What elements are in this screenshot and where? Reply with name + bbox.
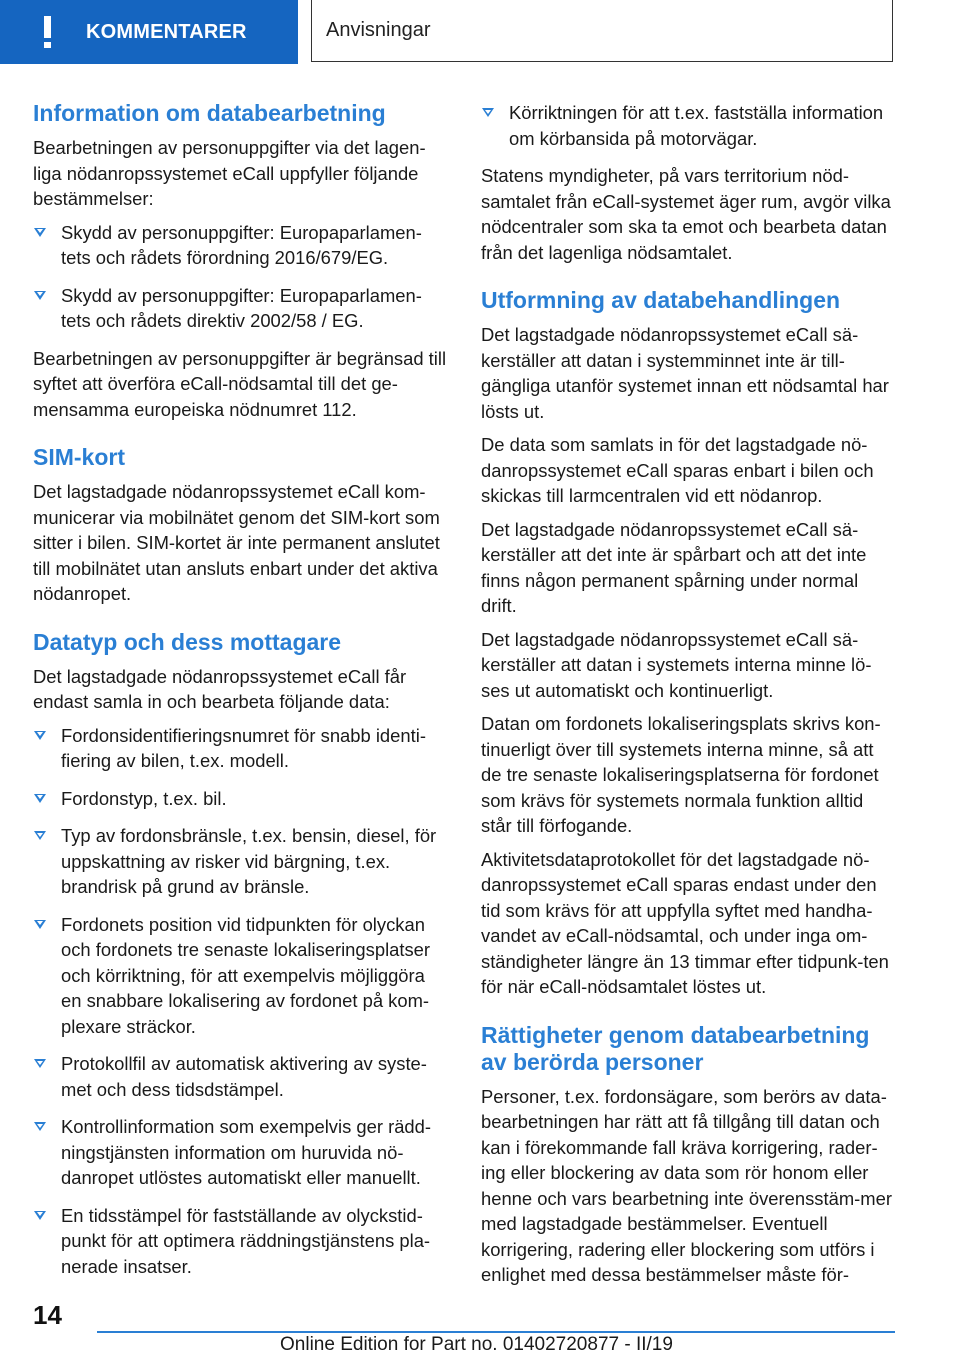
triangle-bullet-icon xyxy=(34,291,46,300)
triangle-bullet-icon xyxy=(34,1211,46,1220)
paragraph: De data som samlats in för det lagstadgade nö-danropssystemet eCall sparas enbart i bilen och skickas till larmcentralen vid ett nödanrop. xyxy=(481,434,874,506)
triangle-bullet-icon xyxy=(34,1059,46,1068)
page-header xyxy=(0,0,960,66)
tab-label: KOMMENTARER xyxy=(86,20,247,43)
list-item: Typ av fordonsbränsle, t.ex. bensin, diesel, för uppskattning av risker vid bärgning, t.ex. brandrisk på grund av bränsle. xyxy=(33,823,448,900)
paragraph: Det lagstadgade nödanropssystemet eCall får endast samla in och bearbeta följande data: xyxy=(33,665,407,712)
paragraph: Datan om fordonets lokaliseringsplats skrivs kon-tinuerligt över till systemets interna minne, så att de tre senaste lokaliseringsplatserna för fordonet som krävs för systemets normala funktion alltid står till förfogande. xyxy=(481,713,881,836)
footer-edition-text: Online Edition for Part no. 01402720877 - II/19 xyxy=(280,1334,673,1355)
triangle-bullet-icon xyxy=(34,731,46,740)
comments-tab xyxy=(0,0,298,64)
list-item: Skydd av personuppgifter: Europaparlamen-tets och rådets direktiv 2002/58 / EG. xyxy=(33,283,448,334)
footer-divider xyxy=(97,1331,895,1333)
page-number: 14 xyxy=(33,1300,62,1330)
left-column xyxy=(33,100,448,1291)
paragraph: Bearbetningen av personuppgifter är begränsad till syftet att överföra eCall-nödsamtal till det ge-mensamma europeiska nödnumret 112. xyxy=(33,347,447,420)
heading-data-processing-design: Utformning av databehandlingen xyxy=(481,287,841,313)
bullet-list xyxy=(33,723,448,1280)
triangle-bullet-icon xyxy=(34,1122,46,1131)
exclamation-icon xyxy=(38,16,56,48)
paragraph: Aktivitetsdataprotokollet för det lagstadgade nö-danropssystemet eCall sparas endast under den tid som krävs för att uppfylla syftet med handha-vandet av eCall-nödsamtal, och under inga om-ständigheter längre än 13 timmar efter tidpunk-ten för när eCall-nödsamtalet löstes ut. xyxy=(481,848,889,997)
triangle-bullet-icon xyxy=(482,108,494,117)
heading-rights: Rättigheter genom databearbetning av berörda personer xyxy=(481,1021,870,1075)
list-item: Fordonsidentifieringsnumret för snabb identi-fiering av bilen, t.ex. modell. xyxy=(33,723,448,774)
list-item: Fordonstyp, t.ex. bil. xyxy=(33,786,448,812)
triangle-bullet-icon xyxy=(34,831,46,840)
paragraph: Det lagstadgade nödanropssystemet eCall sä-kerställer att datan i systemminnet inte är till-gängliga utanför systemet innan ett nödsamtal har lösts ut. xyxy=(481,324,889,422)
paragraph: Det lagstadgade nödanropssystemet eCall kom-municerar via mobilnätet genom det SIM-kort som sitter i bilen. SIM-kortet är inte permanent anslutet till mobilnätet utan ansluts enbart under det aktiva nödanropet. xyxy=(33,481,440,604)
heading-information: Information om databearbetning xyxy=(33,100,386,126)
list-item: Körriktningen för att t.ex. fastställa information om körbansida på motorvägar. xyxy=(481,100,896,151)
list-item: Skydd av personuppgifter: Europaparlamen-tets och rådets förordning 2016/679/EG. xyxy=(33,220,448,271)
triangle-bullet-icon xyxy=(34,228,46,237)
bullet-list xyxy=(33,220,448,334)
list-item: Kontrollinformation som exempelvis ger rädd-ningstjänsten information om huruvida nö-danropet utlöstes automatiskt eller manuellt. xyxy=(33,1114,448,1191)
paragraph: Bearbetningen av personuppgifter via det lagen-liga nödanropssystemet eCall uppfyller följande bestämmelser: xyxy=(33,137,426,209)
heading-sim-card: SIM-kort xyxy=(33,444,125,470)
triangle-bullet-icon xyxy=(34,920,46,929)
list-item: En tidsstämpel för fastställande av olyckstid-punkt för att optimera räddningstjänstens pla-nerade insatser. xyxy=(33,1203,448,1280)
paragraph: Det lagstadgade nödanropssystemet eCall sä-kerställer att datan i systemets interna minne lö-ses ut automatiskt och kontinuerligt. xyxy=(481,628,872,701)
section-header-box xyxy=(311,0,893,62)
right-column xyxy=(481,100,896,1296)
paragraph: Det lagstadgade nödanropssystemet eCall sä-kerställer att det inte är spårbart och att det inte finns någon permanent spårning under normal drift. xyxy=(481,518,867,616)
section-label: Anvisningar xyxy=(326,19,431,41)
triangle-bullet-icon xyxy=(34,794,46,803)
bullet-list xyxy=(481,100,896,151)
paragraph: Personer, t.ex. fordonsägare, som berörs av data-bearbetningen har rätt att få tillgång till datan och kan i förekommande fall kräva korrigering, rader-ing eller blockering av data som rör honom eller henne och vars bearbetning inte överensstäm-mer med lagstadgade bestämmelser. Eventuell korrigering, radering eller blockering som utförs i enlighet med dessa bestämmelser måste för- xyxy=(481,1085,892,1285)
list-item: Fordonets position vid tidpunkten för olyckan och fordonets tre senaste lokaliseringsplatser och körriktning, för att exempelvis möjliggöra en snabbare lokalisering av fordonet på kom-plexare sträckor. xyxy=(33,912,448,1040)
paragraph: Statens myndigheter, på vars territorium nöd-samtalet från eCall-systemet äger rum, avgör vilka nödcentraler som ska ta emot och bearbeta datan från det lagenliga nödsamtalet. xyxy=(481,165,891,263)
heading-data-type: Datatyp och dess mottagare xyxy=(33,628,342,655)
list-item: Protokollfil av automatisk aktivering av syste-met och dess tidsdstämpel. xyxy=(33,1051,448,1102)
